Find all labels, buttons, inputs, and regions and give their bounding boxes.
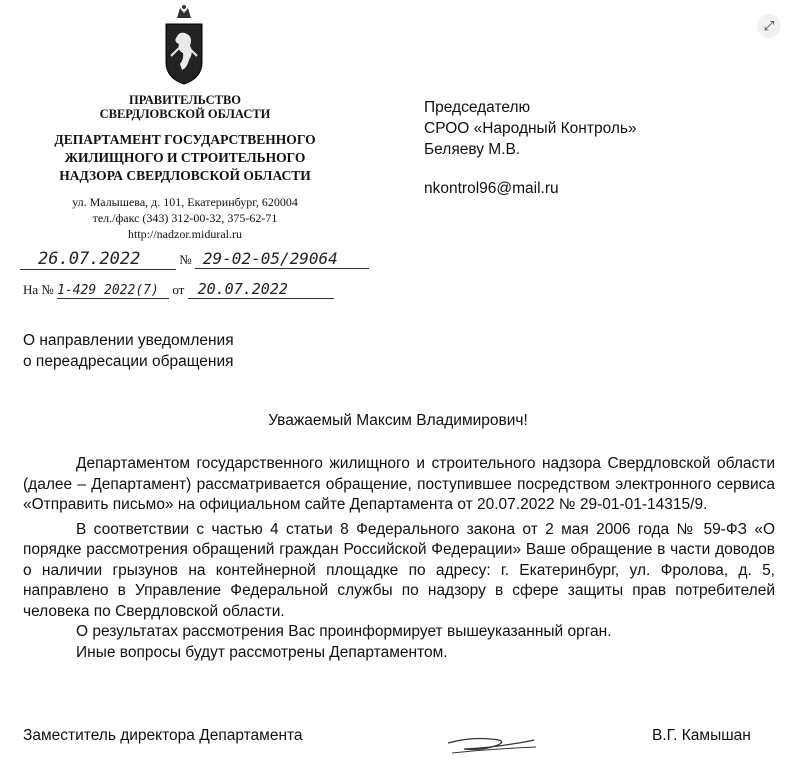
- subject-line: О направлении уведомления: [23, 332, 234, 349]
- letter-body: [23, 454, 775, 663]
- government-name: [20, 93, 350, 121]
- ref-number: 1-429 2022(7): [57, 283, 169, 299]
- number-label: №: [179, 252, 192, 267]
- recipient-line: Беляеву М.В.: [424, 141, 521, 158]
- body-paragraph: О результатах рассмотрения Вас проинформирует вышеуказанный орган.: [76, 623, 612, 640]
- ref-date-label: от: [172, 282, 185, 297]
- recipient-line: Председателю: [424, 99, 531, 116]
- department-line: ДЕПАРТАМЕНТ ГОСУДАРСТВЕННОГО: [54, 132, 316, 147]
- registration-line: [20, 249, 369, 270]
- coat-of-arms-emblem: [163, 4, 205, 86]
- government-line: ПРАВИТЕЛЬСТВО: [128, 93, 242, 107]
- body-paragraph: В соответствии с частью 4 статьи 8 Федерального закона от 2 мая 2006 года № 59-ФЗ «О порядке рассмотрения обращений граждан Российской Федерации» Ваше обращение в части доводов о наличии грызунов на контейнерной площадке по адресу: г. Екатеринбург, ул. Фролова, д. 5, направлено в Управление Федеральной службы по надзору в сфере защиты прав потребителей человека по Свердловской области.: [23, 520, 775, 620]
- expand-icon: ⤢: [763, 18, 775, 34]
- department-line: НАДЗОРА СВЕРДЛОВСКОЙ ОБЛАСТИ: [59, 168, 311, 183]
- department-name: [20, 131, 350, 185]
- signatory-title: Заместитель директора Департамента: [23, 727, 303, 744]
- address: ул. Малышева, д. 101, Екатеринбург, 620004: [72, 195, 298, 209]
- website: http://nadzor.midural.ru: [128, 227, 242, 241]
- greeting: Уважаемый Максим Владимирович!: [268, 412, 528, 429]
- expand-button[interactable]: [757, 14, 781, 38]
- reference-line: [23, 280, 334, 299]
- phone: тел./факс (343) 312-00-32, 375-62-71: [92, 211, 278, 225]
- recipient-block: [424, 97, 637, 160]
- subject-line: о переадресации обращения: [23, 353, 234, 370]
- registration-date: 26.07.2022: [20, 249, 176, 270]
- recipient-email: nkontrol96@mail.ru: [424, 180, 559, 197]
- handwritten-signature: [440, 727, 540, 761]
- government-line: СВЕРДЛОВСКОЙ ОБЛАСТИ: [99, 107, 271, 121]
- department-line: ЖИЛИЩНОГО И СТРОИТЕЛЬНОГО: [64, 150, 306, 165]
- ref-date: 20.07.2022: [188, 280, 334, 299]
- recipient-line: СРОО «Народный Контроль»: [424, 120, 637, 137]
- department-contacts: [20, 194, 350, 242]
- body-paragraph: Департаментом государственного жилищного и строительного надзора Свердловской области (далее – Департамент) рассматривается обращение, поступившее посредством электронного сервиса «Отправить письмо» на официальном сайте Департамента от 20.07.2022 № 29-01-01-14315/9.: [23, 455, 775, 513]
- signatory-name: В.Г. Камышан: [652, 727, 751, 744]
- ref-label: На №: [23, 282, 54, 297]
- body-paragraph: Иные вопросы будут рассмотрены Департаментом.: [76, 643, 448, 661]
- letter-subject: [23, 330, 234, 372]
- registration-number: 29-02-05/29064: [195, 249, 369, 269]
